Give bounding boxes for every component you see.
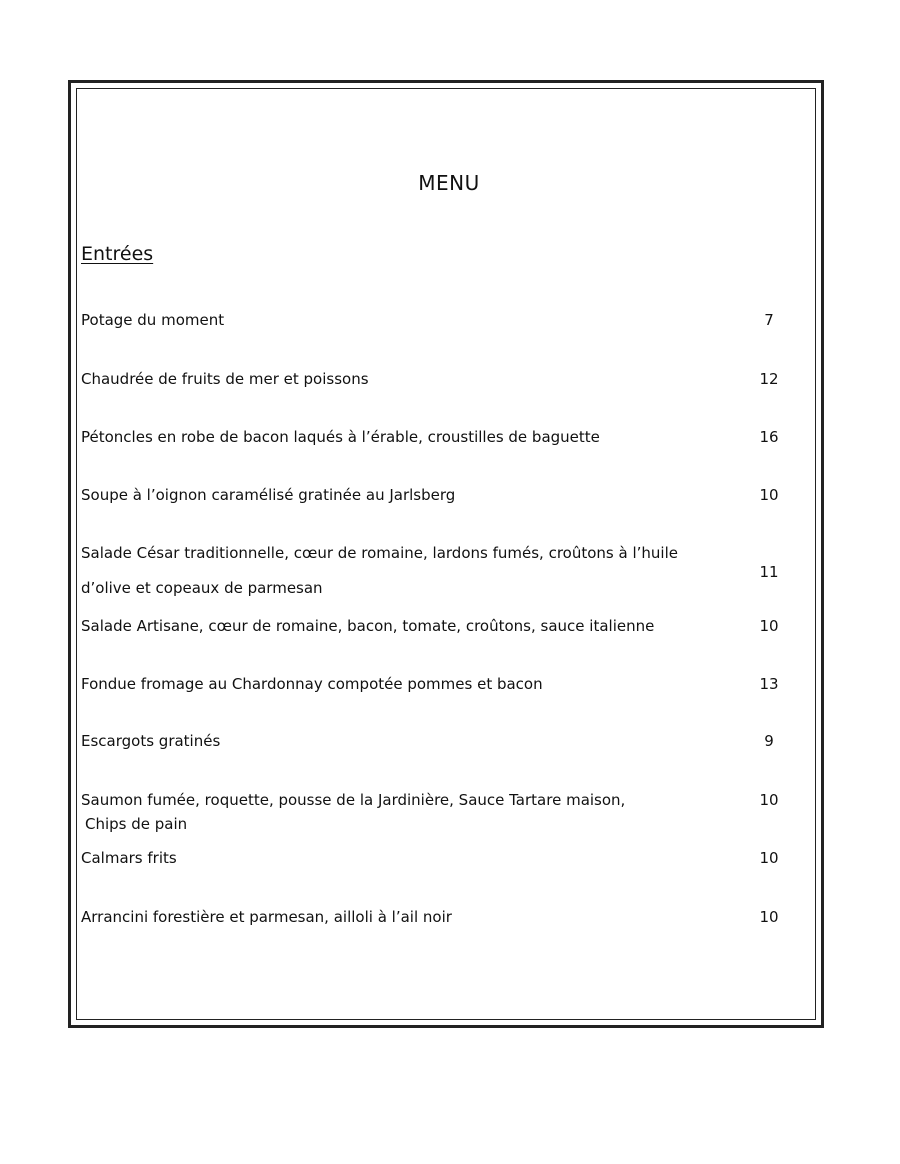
menu-item-price: 10: [759, 791, 779, 809]
menu-item-name-line2: Chips de pain: [85, 815, 188, 833]
menu-item-price: 10: [759, 849, 779, 867]
menu-item-name: Arrancini forestière et parmesan, ailloli à l’ail noir: [81, 908, 452, 926]
menu-item-name: Soupe à l’oignon caramélisé gratinée au Jarlsberg: [81, 486, 456, 504]
menu-item-price: 16: [759, 428, 779, 446]
menu-frame: [68, 80, 824, 1028]
menu-title: MENU: [418, 171, 480, 195]
menu-item-name: Chaudrée de fruits de mer et poissons: [81, 370, 369, 388]
menu-item-name: Escargots gratinés: [81, 732, 221, 750]
menu-item-name: Potage du moment: [81, 311, 225, 329]
menu-item-price: 9: [764, 732, 774, 750]
menu-item-name-line1: Salade César traditionnelle, cœur de romaine, lardons fumés, croûtons à l’huile: [81, 544, 678, 562]
section-heading-entrees: Entrées: [81, 243, 154, 265]
menu-item-price: 12: [759, 370, 779, 388]
menu-item-price: 10: [759, 617, 779, 635]
menu-item-price: 7: [764, 311, 774, 329]
menu-item-price: 10: [759, 908, 779, 926]
menu-item-name-line1: Saumon fumée, roquette, pousse de la Jardinière, Sauce Tartare maison,: [81, 791, 626, 809]
menu-item-name: Salade Artisane, cœur de romaine, bacon, tomate, croûtons, sauce italienne: [81, 617, 655, 635]
menu-item-name-line2: d’olive et copeaux de parmesan: [81, 579, 323, 597]
menu-item-price: 10: [759, 486, 779, 504]
menu-item-name: [81, 541, 701, 600]
menu-item-name: Pétoncles en robe de bacon laqués à l’érable, croustilles de baguette: [81, 428, 600, 446]
menu-item-name: [81, 788, 701, 836]
menu-item-name: Fondue fromage au Chardonnay compotée pommes et bacon: [81, 675, 543, 693]
menu-item-price: 13: [759, 675, 779, 693]
menu-item-price: 11: [759, 563, 779, 581]
menu-item-name: Calmars frits: [81, 849, 177, 867]
